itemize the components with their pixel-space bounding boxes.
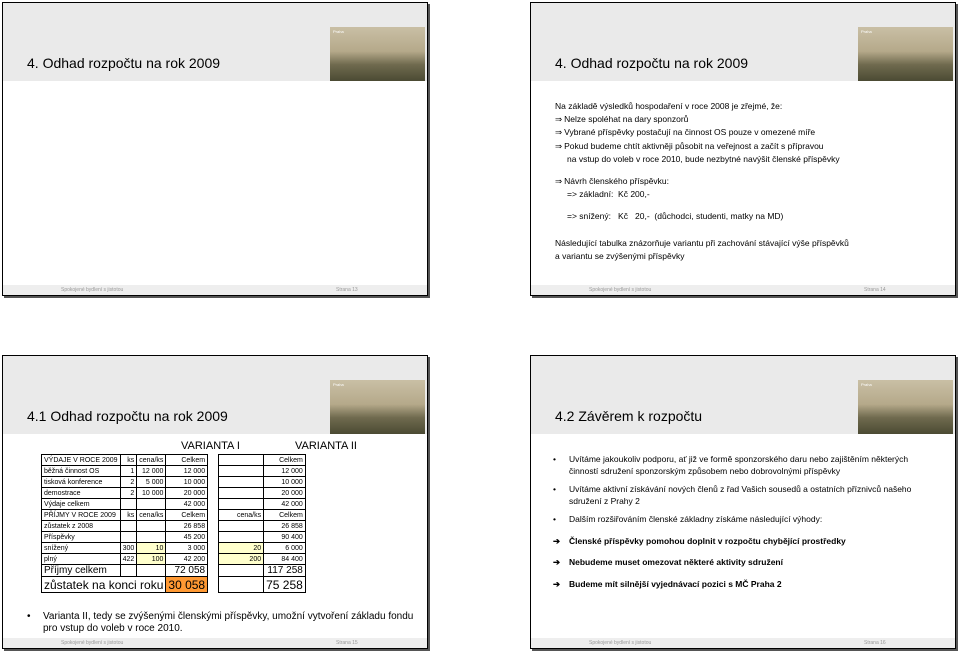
slide-title: 4.2 Závěrem k rozpočtu [555,408,703,424]
praha-photo [858,27,953,81]
praha-photo [330,27,425,81]
photo-label: Praha [333,382,344,387]
table-note: Následující tabulka znázorňuje variantu při zachování stávající výše příspěvků [555,238,849,248]
table-row: snížený 300 10 3 000 20 6 000 [42,543,306,554]
slide-title: 4.1 Odhad rozpočtu na rok 2009 [27,408,228,424]
slide-13 [2,2,428,296]
footer-text: Spokojené bydlení s jistotou [61,287,124,293]
table-row: běžná činnost OS 1 12 000 12 000 12 000 [42,466,306,477]
slide-16 [530,355,956,649]
table-row: plný 422 100 42 200 200 84 400 [42,554,306,565]
variant-1-label: VARIANTA I [181,440,240,452]
praha-photo [858,380,953,434]
list-item: ⇒ Nelze spoléhat na dary sponzorů [555,113,689,125]
arrow-icon: ⇒ [555,176,563,187]
list-item: ➔ Členské příspěvky pomohou doplnit v rozpočtu chybějící prostředky [553,535,846,546]
footer-text: Spokojené bydlení s jistotou [589,287,652,293]
arrow-icon: ⇒ [555,114,563,125]
photo-label: Praha [861,29,872,34]
page-number: Strana 13 [336,287,358,293]
praha-photo [330,380,425,434]
slide-footer [531,285,955,295]
bullet-icon: • [27,611,31,622]
list-item: ➔ Budeme mít silnější vyjednávací pozici s MČ Praha 2 [553,578,782,589]
table-row: Příjmy celkem 72 058 117 258 [42,565,306,577]
list-item: • Uvítáme jakoukoliv podporu, ať již ve formě sponzorského daru nebo zajištěním některých činností sdružení sponzorským způsobem nebo dobrovolnými příspěvky [553,454,909,476]
bullet-icon: • [553,454,556,464]
conclusion-note: • Varianta II, tedy se zvýšenými členskými příspěvky, umožní vytvoření základu fondu pro vstup do voleb v roce 2010. [27,611,414,634]
page-number: Strana 15 [336,640,358,646]
list-item: ⇒ Vybrané příspěvky postačují na činnost OS pouze v omezené míře [555,127,816,138]
table-row: demostrace 2 10 000 20 000 20 000 [42,488,306,499]
table-row: Výdaje celkem 42 000 42 000 [42,499,306,510]
bullet-icon: • [553,484,556,494]
reduced-fee: => snížený: Kč 20,- (důchodci, studenti, matky na MD) [567,210,784,221]
slide-footer [531,638,955,648]
table-row: zůstatek na konci roku 30 058 75 258 [42,577,306,593]
list-item: ⇒ Návrh členského příspěvku: [555,175,670,187]
slide-title: 4. Odhad rozpočtu na rok 2009 [27,55,221,71]
basic-fee: => základní: Kč 200,- [567,189,650,199]
table-row: zůstatek z 2008 26 858 26 858 [42,521,306,532]
list-item: ➔ Nebudeme muset omezovat některé aktivity sdružení [553,557,783,567]
list-item: • Uvítáme aktivní získávání nových členů z řad Vašich sousedů a ostatních příznivců našeho sdružení z Prahy 2 [553,484,912,506]
slide-body [555,100,950,262]
table-row: Příspěvky 45 200 90 400 [42,532,306,543]
bullet-icon: • [553,514,556,524]
arrow-bullet-icon: ➔ [553,578,561,589]
footer-text: Spokojené bydlení s jistotou [589,640,652,646]
photo-label: Praha [333,29,344,34]
slide-title: 4. Odhad rozpočtu na rok 2009 [555,55,749,71]
list-item: • Dalším rozšiřováním členské základny získáme následující výhody: [553,514,823,524]
slide-footer [3,285,427,295]
slide-body [553,454,923,590]
page-number: Strana 16 [864,640,886,646]
arrow-icon: ⇒ [555,141,563,152]
photo-label: Praha [861,382,872,387]
arrow-icon: ⇒ [555,128,563,138]
slide-14 [530,2,956,296]
table-row: VÝDAJE V ROCE 2009 ks cena/ks Celkem Celkem [42,455,306,466]
slide-footer [3,638,427,648]
arrow-bullet-icon: ➔ [553,535,561,546]
list-item: ⇒ Pokud budeme chtít aktivněji působit na veřejnost a začít s přípravou [555,140,824,152]
table-row: PŘÍJMY V ROCE 2009 ks cena/ks Celkem cena/ks Celkem [42,510,306,521]
budget-table [41,454,306,593]
list-item-continuation: na vstup do voleb v roce 2010, bude nezbytné navýšit členské příspěvky [567,154,840,164]
slide-15 [2,355,428,649]
footer-text: Spokojené bydlení s jistotou [61,640,124,646]
variant-2-label: VARIANTA II [295,440,357,452]
intro-text: Na základě výsledků hospodaření v roce 2008 je zřejmé, že: [555,101,783,111]
table-note: a variantu se zvýšenými příspěvky [555,250,685,261]
table-row: tisková konference 2 5 000 10 000 10 000 [42,477,306,488]
arrow-bullet-icon: ➔ [553,557,561,567]
page-number: Strana 14 [864,287,886,293]
